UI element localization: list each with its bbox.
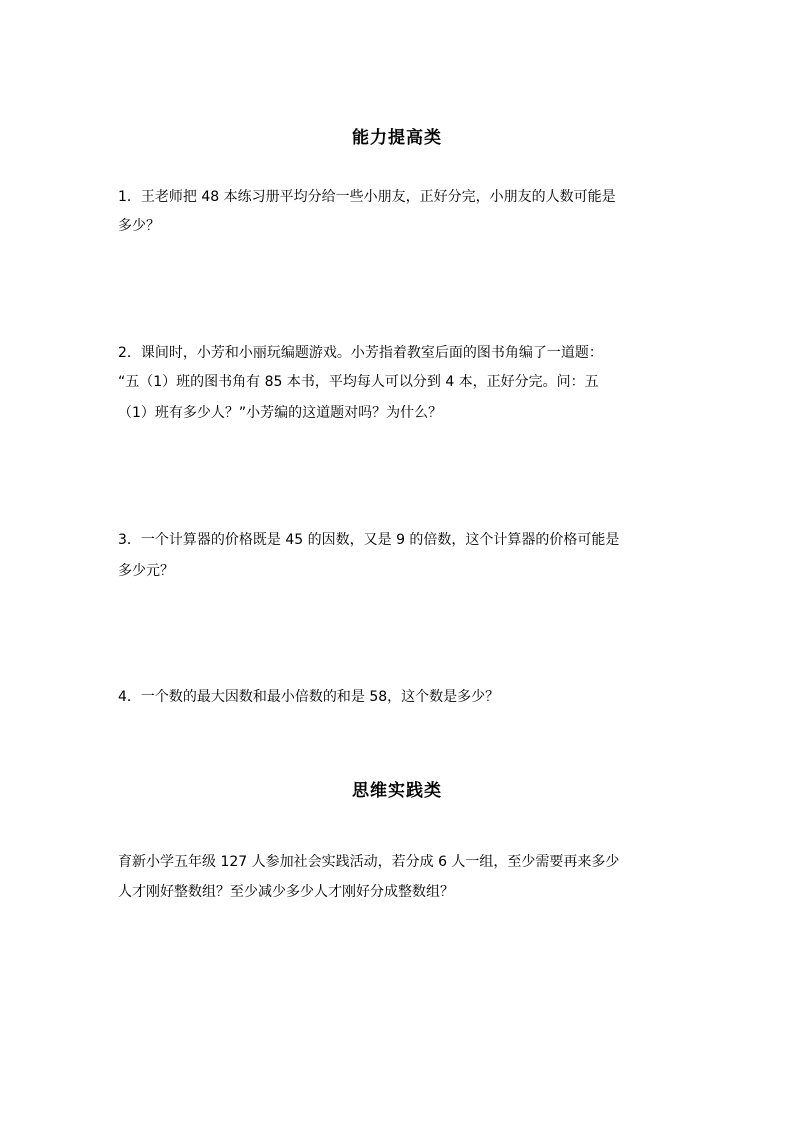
question-2-line-3: （1）班有多少人？”小芳编的这道题对吗？为什么？ [118, 405, 443, 421]
practice-question-line-2: 人才刚好整数组？至少减少多少人才刚好分成整数组？ [118, 884, 454, 900]
question-1-line-1: 1．王老师把 48 本练习册平均分给一些小朋友，正好分完，小朋友的人数可能是 [118, 189, 616, 205]
question-3-line-1: 3．一个计算器的价格既是 45 的因数，又是 9 的倍数，这个计算器的价格可能是 [118, 532, 620, 548]
section-title-ability: 能力提高类 [352, 128, 442, 148]
question-2-line-2: “五（1）班的图书角有 85 本书，平均每人可以分到 4 本，正好分完。问：五 [118, 374, 599, 390]
question-1-line-2: 多少？ [118, 218, 160, 234]
question-3-line-2: 多少元？ [118, 563, 174, 579]
question-2-line-1: 2．课间时，小芳和小丽玩编题游戏。小芳指着教室后面的图书角编了一道题： [118, 345, 603, 361]
question-4-line-1: 4．一个数的最大因数和最小倍数的和是 58，这个数是多少？ [118, 689, 500, 705]
practice-question-line-1: 育新小学五年级 127 人参加社会实践活动，若分成 6 人一组，至少需要再来多少 [118, 854, 620, 870]
section-title-practice: 思维实践类 [352, 781, 442, 801]
